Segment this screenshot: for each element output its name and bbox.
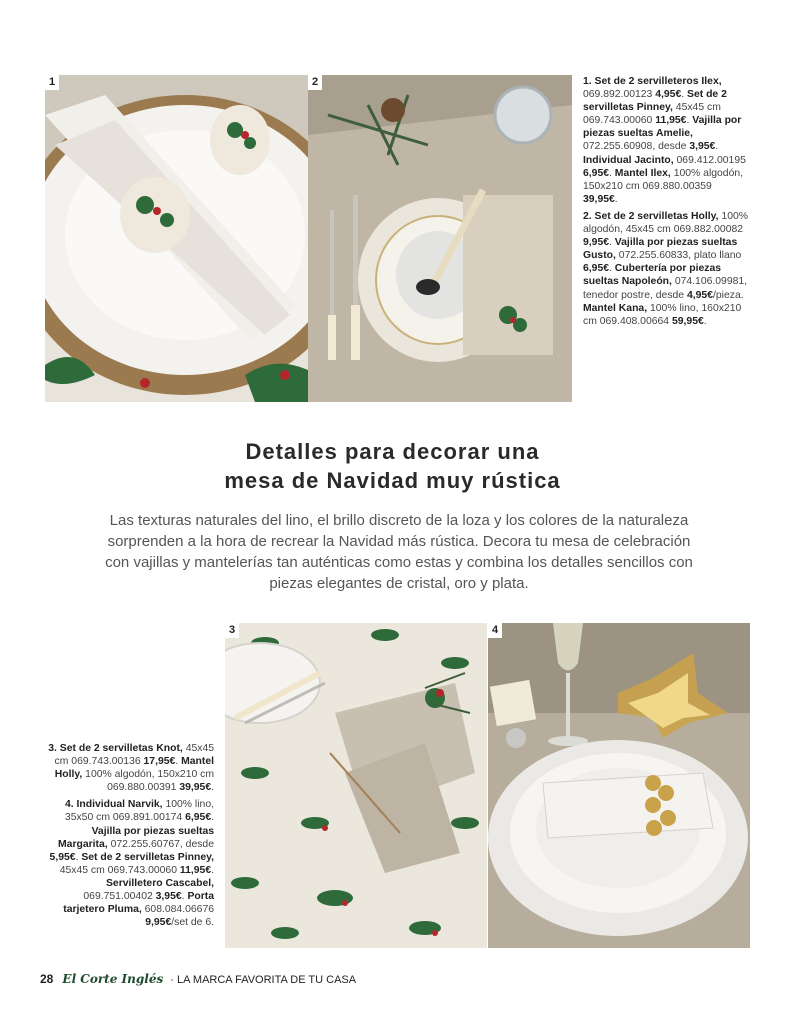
photo-bell-napkin-ring xyxy=(488,623,750,948)
photo-number: 3 xyxy=(225,623,239,638)
linen-napkins-photo-graphic xyxy=(225,623,487,948)
photo-place-setting xyxy=(308,75,572,402)
caption-item: Mantel Holly, 100% algodón, 150x210 cm 069.880.00391 39,95€. xyxy=(54,756,214,794)
brand-logo: El Corte Inglés xyxy=(62,972,164,986)
caption-item: Cubertería por piezas sueltas Napoleón, 074.106.09981, tenedor postre, desde 4,95€/pieza. xyxy=(583,263,748,301)
caption-item: Set de 2 servilletas Pinney, 45x45 cm 069.743.00060 11,95€. xyxy=(59,851,214,876)
bell-napkin-ring-photo-graphic xyxy=(488,623,750,948)
caption-item: 4. Individual Narvik, 100% lino, 35x50 cm 069.891.00174 6,95€. xyxy=(64,799,214,824)
caption-item: 3. Set de 2 servilletas Knot, 45x45 cm 069.743.00136 17,95€. xyxy=(48,743,214,768)
caption-item: Mantel Kana, 100% lino, 160x210 cm 069.408.00664 59,95€. xyxy=(583,302,742,327)
caption-item: 1. Set de 2 servilleteros Ilex, 069.892.00123 4,95€. xyxy=(583,76,722,101)
caption-item: Porta tarjetero Pluma, 608.084.06676 9,95€/set de 6. xyxy=(63,891,214,929)
photo-napkin-rings xyxy=(45,75,308,402)
caption-top xyxy=(583,75,748,328)
photo-number: 2 xyxy=(308,75,322,90)
caption-item: Mantel Ilex, 100% algodón, 150x210 cm 069.880.00359 39,95€. xyxy=(583,167,744,205)
photo-linen-napkins xyxy=(225,623,487,948)
caption-item: Vajilla por piezas sueltas Gusto, 072.255.60833, plato llano 6,95€. xyxy=(583,237,742,275)
title-line: Detalles para decorar una xyxy=(245,439,540,464)
page-number: 28 xyxy=(40,972,54,986)
title-line: mesa de Navidad muy rústica xyxy=(224,468,561,493)
caption-item: 2. Set de 2 servilletas Holly, 100% algodón, 45x45 cm 069.882.00082 9,95€. xyxy=(583,210,748,249)
caption-item: Vajilla por piezas sueltas Amelie, 072.255.60908, desde 3,95€. xyxy=(583,115,742,153)
caption-item: Servilletero Cascabel, 069.751.00402 3,95€. xyxy=(83,877,214,903)
intro-paragraph: Las texturas naturales del lino, el brillo discreto de la loza y los colores de la naturaleza sorprenden a la hora de recrear la Navidad más rústica. Decora tu mesa de celebración con vajillas y mantelerías tan auténticas como estas y combina los detalles sencillos con piezas elegantes de cristal, oro y plata. xyxy=(105,512,693,592)
caption-item: Vajilla por piezas sueltas Margarita, 072.255.60767, desde 5,95€. xyxy=(49,825,214,863)
photo-number: 4 xyxy=(488,623,502,638)
place-setting-photo-graphic xyxy=(308,75,572,402)
page-footer xyxy=(40,972,356,986)
caption-item: Set de 2 servilletas Pinney, 45x45 cm 069.743.00060 11,95€. xyxy=(583,89,727,127)
caption-item: Individual Jacinto, 069.412.00195 6,95€. xyxy=(583,154,746,179)
caption-bottom xyxy=(48,742,214,929)
footer-tagline: · LA MARCA FAVORITA DE TU CASA xyxy=(170,974,357,986)
photo-number: 1 xyxy=(45,75,59,90)
page-title xyxy=(0,437,785,495)
napkin-ring-photo-graphic xyxy=(45,75,308,402)
